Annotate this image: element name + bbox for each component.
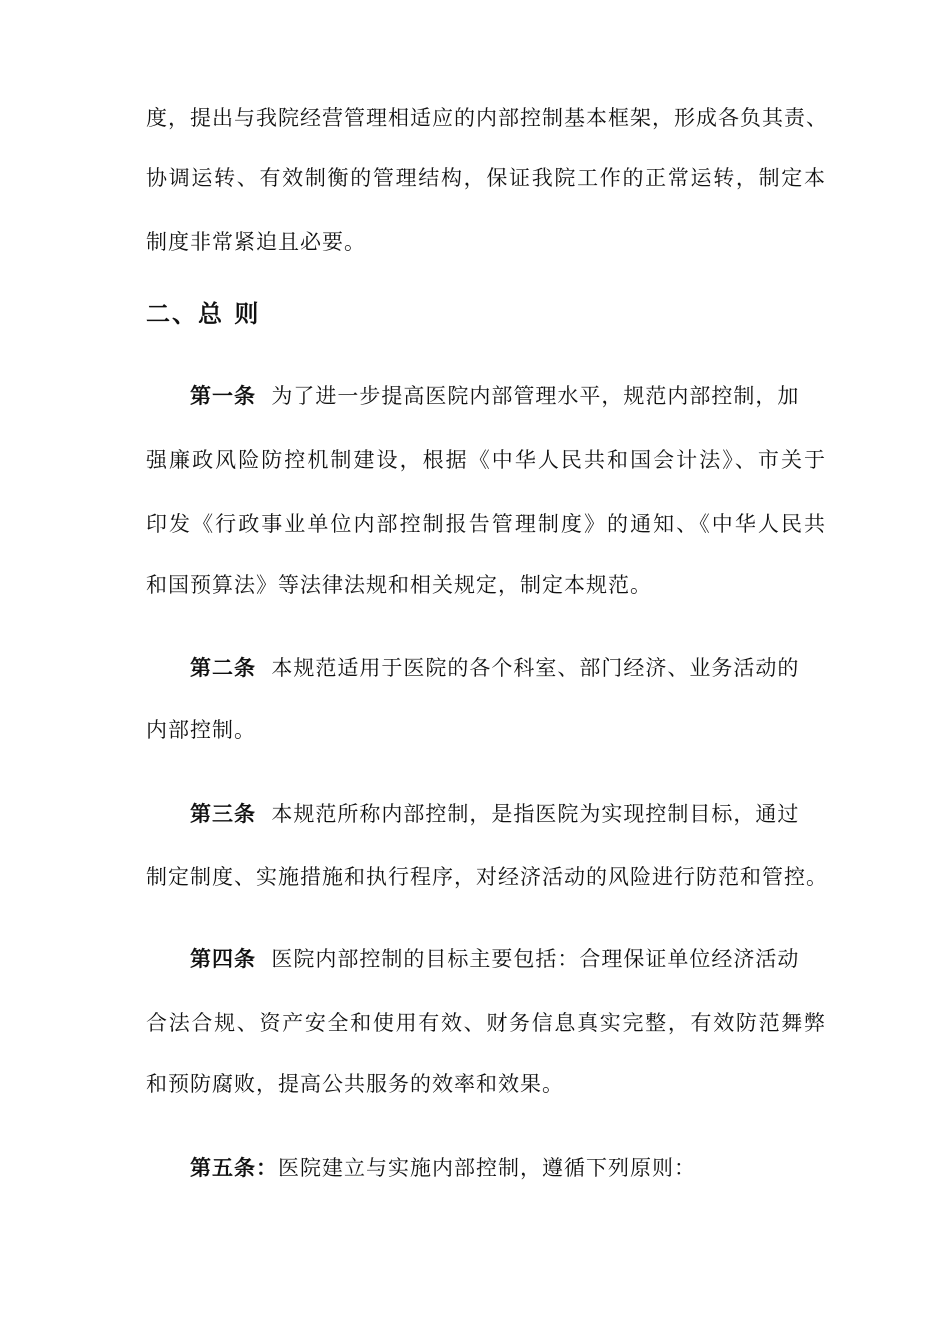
article-1-line-3: 印发《行政事业单位内部控制报告管理制度》的通知、《中华人民共 bbox=[146, 512, 826, 536]
article-1-text: 为了进一步提高医院内部管理水平，规范内部控制，加 bbox=[271, 384, 800, 408]
article-4-line-2: 合法合规、资产安全和使用有效、财务信息真实完整，有效防范舞弊 bbox=[146, 1011, 826, 1035]
article-2-line-1 bbox=[190, 653, 826, 683]
article-4-label: 第四条 bbox=[190, 947, 256, 971]
article-3-line-1 bbox=[190, 799, 826, 829]
intro-line-3: 制度非常紧迫且必要。 bbox=[146, 230, 366, 254]
article-5-label: 第五条： bbox=[190, 1156, 278, 1180]
intro-line-1: 度，提出与我院经营管理相适应的内部控制基本框架，形成各负其责、 bbox=[146, 106, 828, 130]
section-heading: 二、总 则 bbox=[146, 300, 261, 328]
article-4-line-3: 和预防腐败，提高公共服务的效率和效果。 bbox=[146, 1072, 564, 1096]
article-3-label: 第三条 bbox=[190, 802, 256, 826]
article-2-line-2: 内部控制。 bbox=[146, 718, 256, 742]
article-5-text: 医院建立与实施内部控制，遵循下列原则： bbox=[278, 1156, 696, 1180]
article-1-label: 第一条 bbox=[190, 384, 256, 408]
article-5-line-1 bbox=[190, 1153, 826, 1183]
intro-line-2: 协调运转、有效制衡的管理结构，保证我院工作的正常运转，制定本 bbox=[146, 166, 826, 190]
article-2-label: 第二条 bbox=[190, 656, 256, 680]
article-3-text: 本规范所称内部控制，是指医院为实现控制目标，通过 bbox=[271, 802, 800, 826]
article-1-line-2: 强廉政风险防控机制建设，根据《中华人民共和国会计法》、市关于 bbox=[146, 448, 826, 472]
article-4-line-1 bbox=[190, 944, 826, 974]
article-1-line-4: 和国预算法》等法律法规和相关规定，制定本规范。 bbox=[146, 573, 652, 597]
article-1-line-1 bbox=[190, 381, 826, 411]
article-4-text: 医院内部控制的目标主要包括：合理保证单位经济活动 bbox=[271, 947, 800, 971]
article-3-line-2: 制定制度、实施措施和执行程序，对经济活动的风险进行防范和管控。 bbox=[146, 865, 828, 889]
article-2-text: 本规范适用于医院的各个科室、部门经济、业务活动的 bbox=[271, 656, 800, 680]
